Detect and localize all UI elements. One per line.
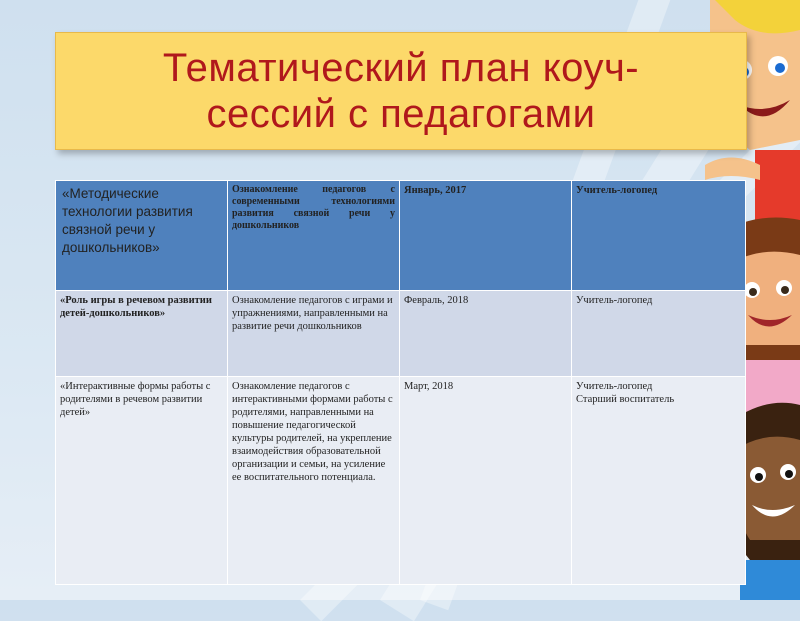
date-cell: Февраль, 2018 xyxy=(400,291,572,377)
page-title xyxy=(163,45,639,137)
title-line-2: сессий с педагогами xyxy=(206,92,596,136)
title-line-1: Тематический план коуч- xyxy=(162,46,640,90)
content-cell: Ознакомление педагогов с современными технологиями развития связной речи у дошкольников xyxy=(228,181,400,291)
topic-cell: «Роль игры в речевом развитии детей-дошкольников» xyxy=(56,291,228,377)
date-cell: Март, 2018 xyxy=(400,377,572,585)
content-cell: Ознакомление педагогов с играми и упражнениями, направленными на развитие речи дошкольников xyxy=(228,291,400,377)
table-row xyxy=(56,291,746,377)
responsible-cell xyxy=(572,291,746,377)
title-banner xyxy=(55,32,747,150)
responsible-line: Старший воспитатель xyxy=(576,394,675,405)
responsible-line: Учитель-логопед xyxy=(576,185,658,196)
date-cell: Январь, 2017 xyxy=(400,181,572,291)
table-row xyxy=(56,181,746,291)
responsible-line: Учитель-логопед xyxy=(576,381,653,392)
content-cell: Ознакомление педагогов с интерактивными формами работы с родителями, направленными на повышение педагогической культуры родителей, на укрепление взаимодействия образовательной организации и семьи, на усиление ее воспитательного потенциала. xyxy=(228,377,400,585)
plan-table xyxy=(55,180,746,585)
topic-cell: «Методические технологии развития связной речи у дошкольников» xyxy=(56,181,228,291)
responsible-cell xyxy=(572,181,746,291)
responsible-cell xyxy=(572,377,746,585)
table-row xyxy=(56,377,746,585)
responsible-line: Учитель-логопед xyxy=(576,295,653,306)
topic-cell: «Интерактивные формы работы с родителями в речевом развитии детей» xyxy=(56,377,228,585)
